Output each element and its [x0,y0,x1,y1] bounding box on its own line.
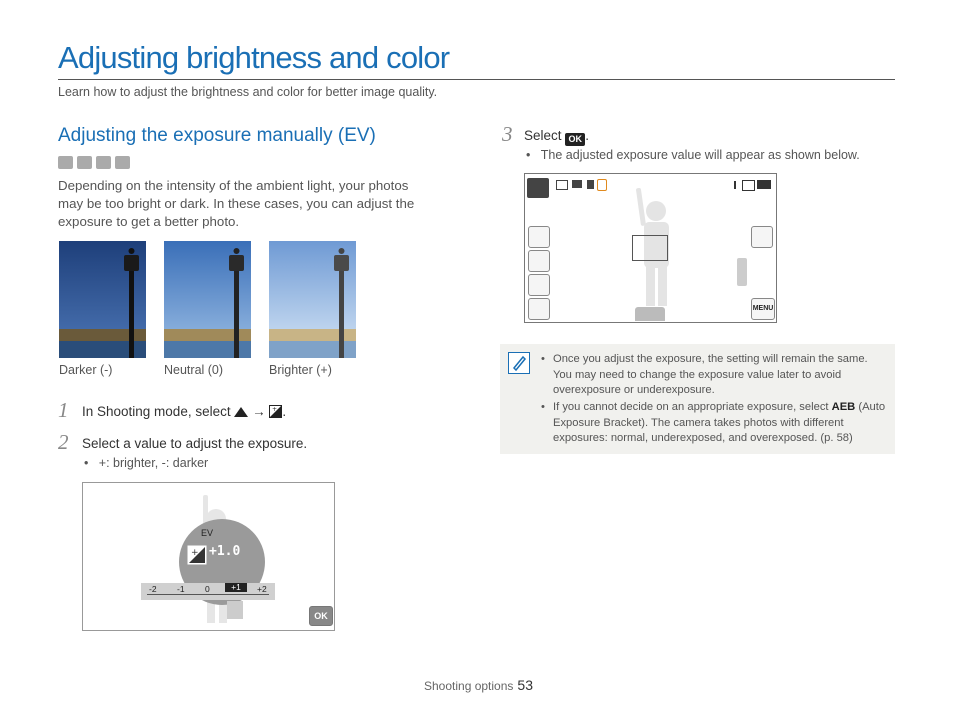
up-arrow-icon [234,407,248,417]
settings-icon[interactable] [751,226,773,248]
tip-1: Once you adjust the exposure, the setting will remain the same. You may need to change the exposure value later to avoid overexposure or underexposure. [553,353,868,396]
size-icon [556,180,568,190]
camera-mode-icon [58,156,73,169]
caption-brighter: Brighter (+) [269,363,332,377]
svg-text:+: + [272,406,278,413]
mode-icons [58,156,130,170]
flash-icon[interactable] [528,226,550,248]
side-tab-arrow[interactable] [737,258,747,286]
bar-icon [734,181,736,189]
dual-is-icon [77,156,92,169]
ev-value: +1.0 [209,544,241,559]
ev-scale-bar[interactable] [141,583,275,600]
ev-slider-thumb[interactable] [227,601,243,619]
caption-darker: Darker (-) [59,363,113,377]
tip-2: If you cannot decide on an appropriate exposure, select AEB (Auto Exposure Bracket). The camera takes photos with different exposures: normal, underexposed, and overexposed. (p. 58) [553,401,886,444]
step-2-text: Select a value to adjust the exposure. [82,436,308,451]
photo-darker [59,241,146,358]
page-subtitle: Learn how to adjust the brightness and color for better image quality. [58,85,438,99]
wb-icon [587,180,594,189]
camera-mode-icon[interactable] [527,178,549,198]
camera-screen [524,173,777,323]
ev-scale-mark[interactable]: +2 [257,584,267,594]
step-3-number: 3 [502,122,513,146]
page-footer [424,677,533,693]
timer-icon[interactable] [528,274,550,296]
step-1-text: In Shooting mode, select → + . [82,404,287,419]
menu-button[interactable]: MENU [751,298,775,320]
footer-label: Shooting options [424,679,514,693]
ev-icon [187,545,207,565]
caption-neutral: Neutral (0) [164,363,224,377]
step-3-bullet: • The adjusted exposure value will appear as shown below. [526,148,860,162]
ev-indicator-icon [597,179,607,191]
focus-frame [632,235,668,261]
battery-icon [757,180,771,189]
ev-scale-mark[interactable]: -1 [177,584,185,594]
ev-scale-mark[interactable]: -2 [149,584,157,594]
ev-scale-mark-selected[interactable]: +1 [225,583,247,592]
title-divider [58,79,895,80]
movie-icon [96,156,111,169]
ev-screen [82,482,335,631]
section-heading: Adjusting the exposure manually (EV) [58,125,376,146]
ev-label: EV [201,528,214,538]
step-2-bullet: • +: brighter, -: darker [84,456,209,470]
step-2-number: 2 [58,430,69,454]
ok-icon: OK [565,133,585,146]
display-icon[interactable] [528,298,550,320]
quality-icon [572,180,582,188]
svg-text:+: + [191,548,199,558]
page-title: Adjusting brightness and color [58,40,450,75]
photo-neutral [164,241,251,358]
ev-scale-mark[interactable]: 0 [205,584,210,594]
section-paragraph: Depending on the intensity of the ambient light, your photos may be too bright or dark. In these cases, you can adjust the exposure to get a better photo. [58,178,415,229]
af-icon[interactable] [528,250,550,272]
ev-icon [269,405,282,418]
ok-button[interactable]: OK [309,606,333,626]
note-icon [508,352,530,374]
step-3-text: Select OK . [524,128,590,144]
page-number: 53 [517,677,533,693]
smart-movie-icon [115,156,130,169]
bottom-tab-arrow[interactable] [635,307,665,321]
step-1-number: 1 [58,398,69,422]
photo-brighter [269,241,356,358]
memory-icon [742,180,755,191]
